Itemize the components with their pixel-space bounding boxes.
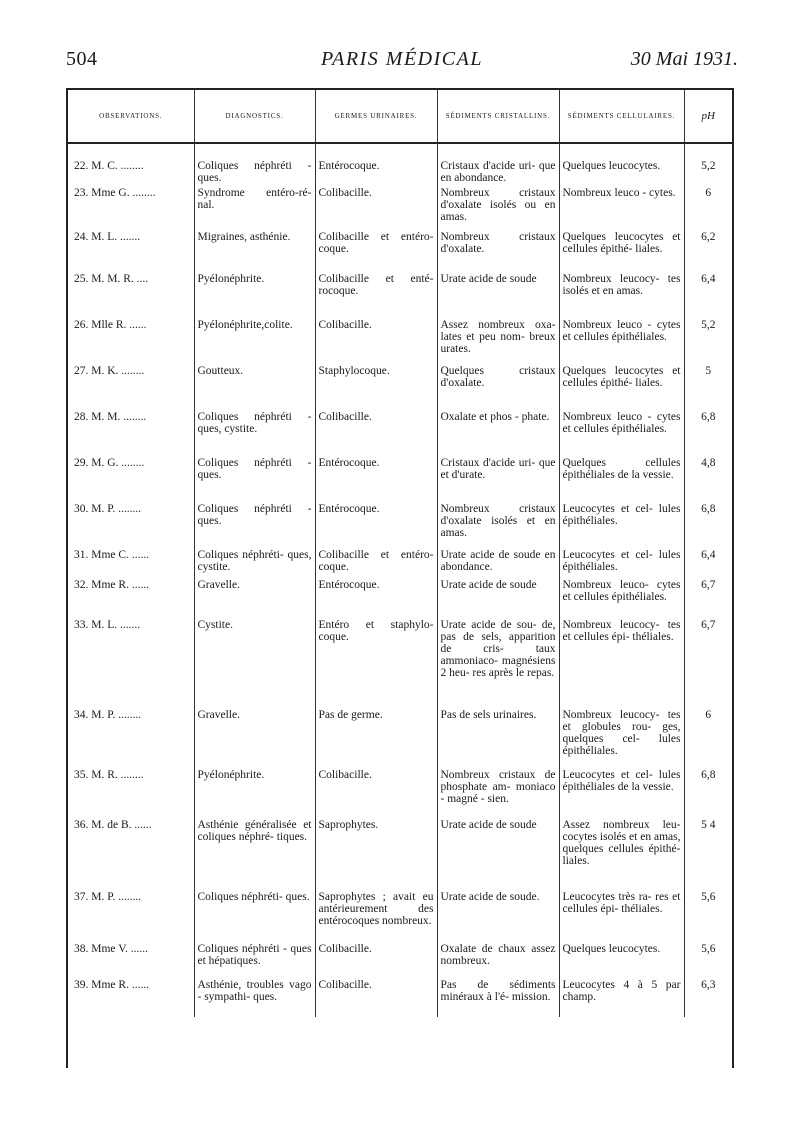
- ph-cell: 6,4: [684, 547, 732, 577]
- sediments-cellulaires-cell: Assez nombreux leu- cocytes isolés et en amas, quelques cellules épithé- liales.: [559, 817, 684, 889]
- diagnostic-cell: Cystite.: [194, 617, 315, 707]
- table-row: [68, 271, 732, 317]
- sediments-cristallins-cell: Cristaux d'acide uri- que et d'urate.: [437, 455, 559, 501]
- sediments-cellulaires-cell: Nombreux leucocy- tes isolés et en amas.: [559, 271, 684, 317]
- sediments-cristallins-cell: Pas de sels urinaires.: [437, 707, 559, 767]
- diagnostic-cell: Coliques néphréti- ques.: [194, 889, 315, 941]
- germes-cell: Entérocoque.: [315, 501, 437, 547]
- diagnostic-cell: Gravelle.: [194, 707, 315, 767]
- table-row: [68, 143, 732, 185]
- table-row: [68, 977, 732, 1017]
- sediments-cristallins-cell: Oxalate de chaux assez nombreux.: [437, 941, 559, 977]
- sediments-cristallins-cell: Nombreux cristaux de phosphate am- moniaco - magné - sien.: [437, 767, 559, 817]
- diagnostic-cell: Gravelle.: [194, 577, 315, 617]
- column-header-sediments-cellulaires: SÉDIMENTS CELLULAIRES.: [559, 90, 684, 143]
- sediments-cellulaires-cell: Quelques leucocytes et cellules épithé- liales.: [559, 363, 684, 409]
- observation-cell: 31. Mme C. ......: [74, 549, 150, 561]
- observation-cell: 27. M. K. ........: [74, 365, 145, 377]
- observation-cell: 36. M. de B. ......: [74, 819, 152, 831]
- diagnostic-cell: Coliques néphréti - ques, cystite.: [194, 409, 315, 455]
- column-header-sediments-cristallins: SÉDIMENTS CRISTALLINS.: [437, 90, 559, 143]
- sediments-cellulaires-cell: Quelques cellules épithéliales de la vessie.: [559, 455, 684, 501]
- germes-cell: Entérocoque.: [315, 577, 437, 617]
- table-row: [68, 767, 732, 817]
- ph-cell: 5,2: [684, 317, 732, 363]
- observation-cell: 29. M. G. ........: [74, 457, 145, 469]
- diagnostic-cell: Asthénie généralisée et coliques néphré- tiques.: [194, 817, 315, 889]
- diagnostic-cell: Coliques néphréti - ques.: [194, 143, 315, 185]
- ph-cell: 6,3: [684, 977, 732, 1017]
- table-row: [68, 409, 732, 455]
- ph-cell: 6,2: [684, 229, 732, 271]
- sediments-cellulaires-cell: Nombreux leuco - cytes et cellules épithéliales.: [559, 317, 684, 363]
- ph-cell: 6: [684, 185, 732, 229]
- observation-cell: 28. M. M. ........: [74, 411, 147, 423]
- diagnostic-cell: Syndrome entéro-ré- nal.: [194, 185, 315, 229]
- observation-cell: 34. M. P. ........: [74, 709, 142, 721]
- sediments-cristallins-cell: Oxalate et phos - phate.: [437, 409, 559, 455]
- ph-cell: 6,8: [684, 501, 732, 547]
- sediments-cristallins-cell: Nombreux cristaux d'oxalate.: [437, 229, 559, 271]
- table-row: [68, 185, 732, 229]
- diagnostic-cell: Migraines, asthénie.: [194, 229, 315, 271]
- observation-cell: 33. M. L. .......: [74, 619, 141, 631]
- sediments-cellulaires-cell: Nombreux leucocy- tes et globules rou- ges, quelques cel- lules épithéliales.: [559, 707, 684, 767]
- sediments-cellulaires-cell: Leucocytes 4 à 5 par champ.: [559, 977, 684, 1017]
- sediments-cristallins-cell: Nombreux cristaux d'oxalate isolés et en amas.: [437, 501, 559, 547]
- ph-cell: 5,6: [684, 941, 732, 977]
- observations-table: [68, 90, 732, 1017]
- ph-cell: 6: [684, 707, 732, 767]
- sediments-cellulaires-cell: Nombreux leucocy- tes et cellules épi- théliales.: [559, 617, 684, 707]
- diagnostic-cell: Coliques néphréti - ques.: [194, 455, 315, 501]
- germes-cell: Entérocoque.: [315, 143, 437, 185]
- diagnostic-cell: Pyélonéphrite.: [194, 767, 315, 817]
- diagnostic-cell: Pyélonéphrite,colite.: [194, 317, 315, 363]
- germes-cell: Colibacille et entéro- coque.: [315, 229, 437, 271]
- germes-cell: Pas de germe.: [315, 707, 437, 767]
- sediments-cristallins-cell: Urate acide de soude: [437, 817, 559, 889]
- table-row: [68, 547, 732, 577]
- ph-cell: 6,4: [684, 271, 732, 317]
- table-row: [68, 617, 732, 707]
- sediments-cristallins-cell: Cristaux d'acide uri- que en abondance.: [437, 143, 559, 185]
- table-header-row: [68, 90, 732, 143]
- observation-cell: 35. M. R. ........: [74, 769, 144, 781]
- table-row: [68, 455, 732, 501]
- observation-cell: 30. M. P. ........: [74, 503, 142, 515]
- ph-cell: 5,6: [684, 889, 732, 941]
- issue-date: 30 Mai 1931.: [630, 48, 738, 70]
- sediments-cristallins-cell: Urate acide de soude en abondance.: [437, 547, 559, 577]
- observation-cell: 38. Mme V. ......: [74, 943, 149, 955]
- page-header: [66, 48, 738, 76]
- sediments-cellulaires-cell: Leucocytes et cel- lules épithéliales.: [559, 501, 684, 547]
- germes-cell: Colibacille.: [315, 977, 437, 1017]
- germes-cell: Colibacille.: [315, 409, 437, 455]
- column-header-diagnostics: DIAGNOSTICS.: [194, 90, 315, 143]
- journal-title: PARIS MÉDICAL: [321, 48, 483, 70]
- ph-cell: 4,8: [684, 455, 732, 501]
- page-number: 504: [66, 48, 98, 70]
- sediments-cellulaires-cell: Leucocytes très ra- res et cellules épi- théliales.: [559, 889, 684, 941]
- table-row: [68, 229, 732, 271]
- table-row: [68, 577, 732, 617]
- column-header-germes: GERMES URINAIRES.: [315, 90, 437, 143]
- diagnostic-cell: Pyélonéphrite.: [194, 271, 315, 317]
- table-row: [68, 317, 732, 363]
- table-row: [68, 817, 732, 889]
- sediments-cristallins-cell: Urate acide de soude.: [437, 889, 559, 941]
- ph-cell: 5,2: [684, 143, 732, 185]
- sediments-cristallins-cell: Urate acide de soude: [437, 577, 559, 617]
- column-header-ph: pH: [684, 90, 732, 143]
- diagnostic-cell: Coliques néphréti - ques.: [194, 501, 315, 547]
- table-row: [68, 363, 732, 409]
- germes-cell: Colibacille.: [315, 941, 437, 977]
- observation-cell: 37. M. P. ........: [74, 891, 142, 903]
- table-row: [68, 501, 732, 547]
- observation-cell: 23. Mme G. ........: [74, 187, 156, 199]
- sediments-cristallins-cell: Nombreux cristaux d'oxalate isolés ou en amas.: [437, 185, 559, 229]
- sediments-cellulaires-cell: Leucocytes et cel- lules épithéliales.: [559, 547, 684, 577]
- observation-cell: 22. M. C. ........: [74, 160, 144, 172]
- germes-cell: Entéro et staphylo- coque.: [315, 617, 437, 707]
- ph-cell: 5 4: [684, 817, 732, 889]
- ph-cell: 6,8: [684, 767, 732, 817]
- sediments-cristallins-cell: Urate acide de soude: [437, 271, 559, 317]
- sediments-cellulaires-cell: Quelques leucocytes.: [559, 941, 684, 977]
- diagnostic-cell: Goutteux.: [194, 363, 315, 409]
- germes-cell: Entérocoque.: [315, 455, 437, 501]
- observation-cell: 32. Mme R. ......: [74, 579, 150, 591]
- ph-cell: 6,8: [684, 409, 732, 455]
- diagnostic-cell: Coliques néphréti- ques, cystite.: [194, 547, 315, 577]
- observation-cell: 39. Mme R. ......: [74, 979, 150, 991]
- sediments-cellulaires-cell: Nombreux leuco - cytes et cellules épithéliales.: [559, 409, 684, 455]
- sediments-cristallins-cell: Urate acide de sou- de, pas de sels, apparition de cris- taux ammoniaco- magnésiens 2 heu- res après le repas.: [437, 617, 559, 707]
- germes-cell: Saprophytes.: [315, 817, 437, 889]
- observation-cell: 25. M. M. R. ....: [74, 273, 149, 285]
- sediments-cellulaires-cell: Nombreux leuco- cytes et cellules épithéliales.: [559, 577, 684, 617]
- germes-cell: Saprophytes ; avait eu antérieurement des entérocoques nombreux.: [315, 889, 437, 941]
- sediments-cellulaires-cell: Leucocytes et cel- lules épithéliales de la vessie.: [559, 767, 684, 817]
- germes-cell: Colibacille et entéro- coque.: [315, 547, 437, 577]
- observation-cell: 26. Mlle R. ......: [74, 319, 147, 331]
- observation-cell: 24. M. L. .......: [74, 231, 141, 243]
- sediments-cellulaires-cell: Quelques leucocytes et cellules épithé- liales.: [559, 229, 684, 271]
- sediments-cellulaires-cell: Quelques leucocytes.: [559, 143, 684, 185]
- diagnostic-cell: Asthénie, troubles vago - sympathi- ques.: [194, 977, 315, 1017]
- table-row: [68, 707, 732, 767]
- ph-cell: 6,7: [684, 577, 732, 617]
- germes-cell: Colibacille.: [315, 317, 437, 363]
- ph-cell: 5: [684, 363, 732, 409]
- sediments-cristallins-cell: Assez nombreux oxa- lates et peu nom- breux urates.: [437, 317, 559, 363]
- table-row: [68, 889, 732, 941]
- germes-cell: Colibacille.: [315, 767, 437, 817]
- germes-cell: Staphylocoque.: [315, 363, 437, 409]
- diagnostic-cell: Coliques néphréti - ques et hépatiques.: [194, 941, 315, 977]
- sediments-cristallins-cell: Pas de sédiments minéraux à l'é- mission.: [437, 977, 559, 1017]
- ph-cell: 6,7: [684, 617, 732, 707]
- germes-cell: Colibacille et enté- rocoque.: [315, 271, 437, 317]
- sediments-cellulaires-cell: Nombreux leuco - cytes.: [559, 185, 684, 229]
- table-row: [68, 941, 732, 977]
- sediments-cristallins-cell: Quelques cristaux d'oxalate.: [437, 363, 559, 409]
- germes-cell: Colibacille.: [315, 185, 437, 229]
- column-header-observations: OBSERVATIONS.: [68, 90, 194, 143]
